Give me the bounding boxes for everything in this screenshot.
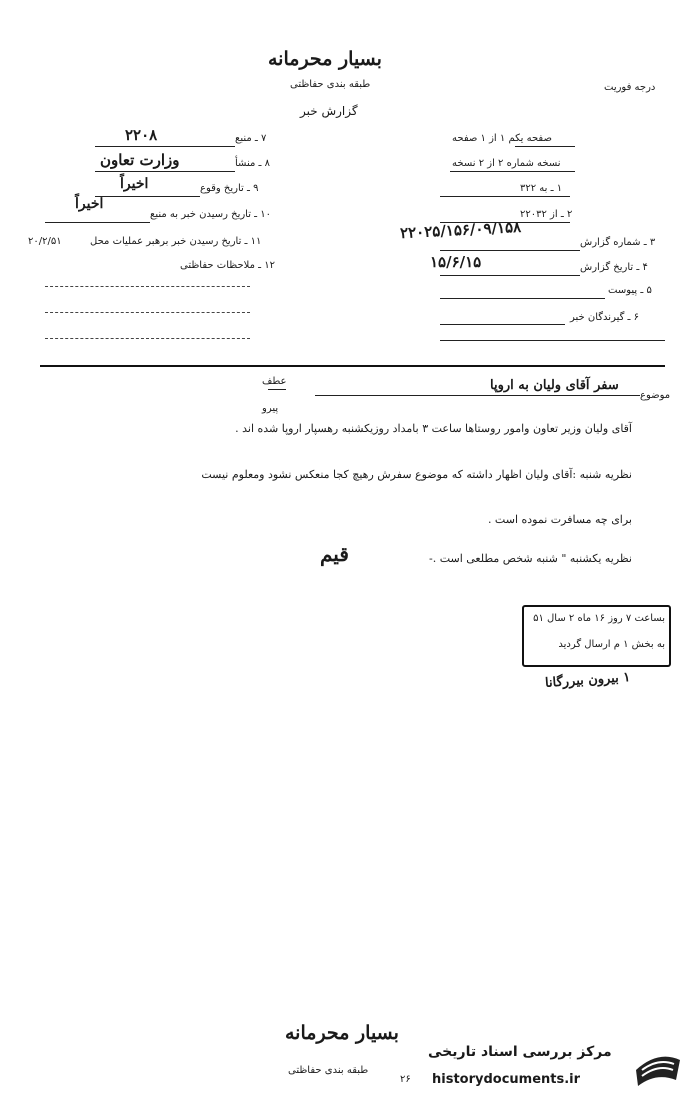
- to-line: ۱ ـ به ۳۲۲: [520, 183, 563, 194]
- watermark-code: ۲۶: [400, 1074, 411, 1085]
- received-by-source-label: ۱۰ ـ تاریخ رسیدن خبر به منبع: [150, 209, 272, 220]
- stamp-line-1: بساعت ۷ روز ۱۶ ماه ۲ سال ۵۱: [533, 613, 665, 624]
- report-number-value: ۲۲۰۲۵/۱۵۶/۰۹/۱۵۸: [399, 217, 522, 243]
- received-by-unit-value: ۲۰/۲/۵۱: [28, 236, 62, 247]
- source-label: ۷ ـ منبع: [235, 133, 267, 144]
- header-classification-stamp: بسیار محرمانه: [268, 48, 382, 70]
- attachment-label: ۵ ـ پیوست: [608, 285, 652, 296]
- stamp-handwritten-note: ۱ بیرون بیررگانا: [544, 670, 631, 691]
- origin-value: وزارت تعاون: [100, 151, 180, 169]
- body-paragraph-2-line-2: برای چه مسافرت نموده است .: [487, 513, 632, 526]
- signature: قیم: [320, 542, 349, 566]
- book-logo-icon: [628, 1040, 688, 1092]
- origin-label: ۸ ـ منشأ: [235, 158, 271, 169]
- subject-side-note-2: پیرو: [262, 403, 279, 414]
- subject-value: سفر آقای ولیان به اروپا: [490, 378, 619, 393]
- page-line: صفحه یکم ۱ از ۱ صفحه: [452, 133, 552, 144]
- recipients-label: ۶ ـ گیرندگان خبر: [570, 312, 640, 323]
- body-paragraph-2-line-1: نظریه شنبه :آقای ولیان اظهار داشته که موضوع سفرش رهیچ کجا منعکس نشود ومعلوم نیست: [201, 468, 632, 481]
- stamp-line-2: به بخش ۱ م ارسال گردید: [558, 639, 665, 650]
- report-date-label: ۴ ـ تاریخ گزارش: [580, 262, 648, 273]
- source-value: ۲۲۰۸: [125, 126, 158, 144]
- from-line: ۲ ـ از ۲۲۰۳۲: [520, 209, 573, 220]
- subject-side-note-1: عطف: [262, 376, 287, 387]
- body-paragraph-1: آقای ولیان وزیر تعاون وامور روستاها ساعت ۳ بامداد روزیکشنبه رهسپار اروپا شده اند .: [235, 422, 632, 435]
- received-by-source-value: اخیراً: [75, 196, 104, 212]
- event-date-value: اخیراً: [120, 176, 149, 192]
- header-classification-label: طبقه بندی حفاظتی: [290, 79, 371, 90]
- received-stamp: [522, 605, 671, 667]
- footer-classification-stamp: بسیار محرمانه: [285, 1022, 399, 1044]
- report-number-label: ۳ ـ شماره گزارش: [580, 237, 656, 248]
- received-by-unit-label: ۱۱ ـ تاریخ رسیدن خبر برهبر عملیات محل: [90, 236, 262, 247]
- report-title: گزارش خبر: [300, 104, 358, 118]
- footer-classification-label: طبقه بندی حفاظتی: [288, 1065, 369, 1076]
- notes-label: ۱۲ ـ ملاحظات حفاظتی: [180, 260, 275, 271]
- subject-label: موضوع: [640, 390, 671, 401]
- watermark-org-name: مرکز بررسی اسناد تاریخی: [428, 1044, 612, 1060]
- copy-line: نسخه شماره ۲ از ۲ نسخه: [452, 158, 561, 169]
- urgency-label: درجه فوریت: [604, 82, 656, 93]
- watermark-site: historydocuments.ir: [432, 1072, 581, 1087]
- event-date-label: ۹ ـ تاریخ وقوع: [200, 183, 259, 194]
- report-date-value: ۱۵/۶/۱۵: [430, 253, 482, 271]
- body-paragraph-3: نظریه یکشنبه " شنبه شخص مطلعی است .-: [428, 552, 632, 565]
